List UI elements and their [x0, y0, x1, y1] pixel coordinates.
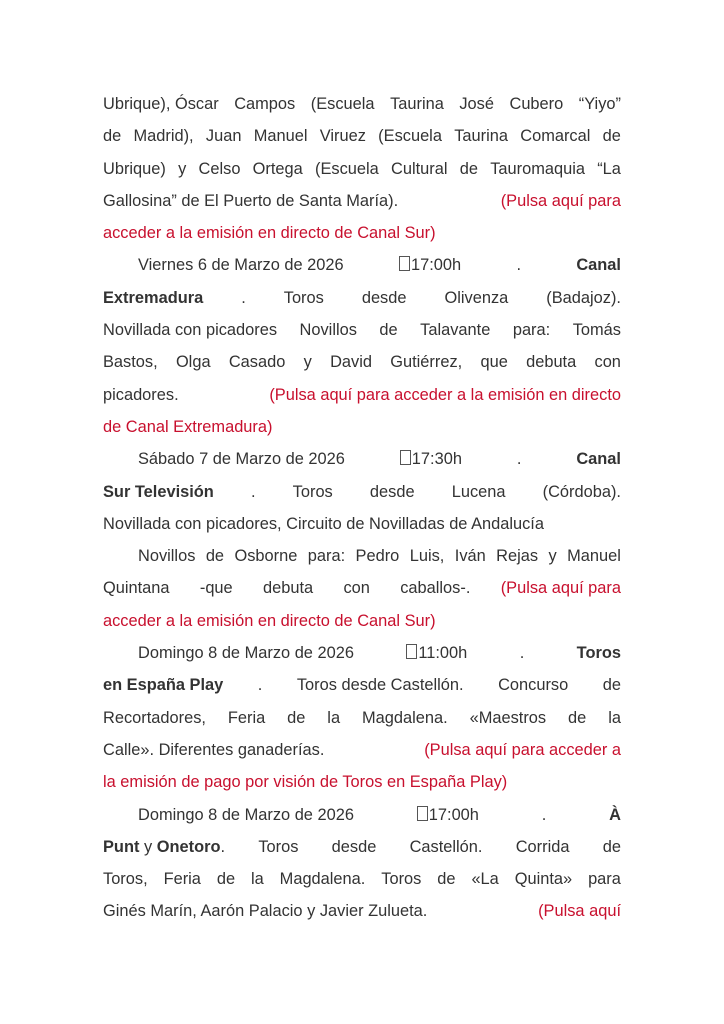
- channel-name: Sur Televisión: [103, 482, 214, 501]
- event-2-line-6: [103, 605, 621, 637]
- text: Feria: [163, 870, 201, 889]
- text: David: [330, 353, 372, 372]
- text: y: [178, 159, 187, 178]
- text: Luis,: [409, 547, 445, 566]
- text: Toros desde Castellón.: [296, 676, 464, 695]
- channel-name: en España Play: [103, 676, 224, 695]
- text: Feria: [227, 708, 266, 727]
- separator: .: [519, 644, 525, 663]
- text: “La: [597, 159, 621, 178]
- text: Osborne: [234, 547, 298, 566]
- intro-line-2: [103, 120, 621, 152]
- text: la: [327, 708, 341, 727]
- text: “Yiyo”: [578, 95, 621, 113]
- event-1-line-3: [103, 314, 621, 346]
- event-1-line-4: [103, 346, 621, 378]
- text: Gallosina” de El Puerto de Santa María).: [103, 191, 399, 210]
- event-4-heading: [103, 799, 621, 831]
- text: de: [437, 870, 456, 889]
- text: Quintana: [103, 579, 170, 598]
- event-4-line-3: [103, 863, 621, 895]
- time-value: 17:30h: [411, 450, 462, 469]
- event-2-line-2: Sur Televisión . Toros desde Lucena (Córdoba).: [103, 476, 621, 508]
- event-2-heading: [103, 443, 621, 475]
- text: de: [216, 870, 236, 889]
- event-1-line-5: [103, 379, 621, 411]
- text: Tomás: [572, 321, 621, 340]
- text: Manuel: [253, 127, 308, 146]
- intro-line-5: [103, 217, 621, 249]
- event-4-line-4: [103, 895, 621, 927]
- separator: .: [516, 256, 521, 275]
- a-punt-onetoro-link[interactable]: (Pulsa aquí: [538, 902, 621, 921]
- text: Toros: [283, 288, 324, 307]
- text: Campos: [234, 95, 296, 113]
- text: Cubero: [509, 95, 564, 113]
- text: (Escuela: [310, 95, 375, 113]
- text: desde: [331, 837, 377, 856]
- text: y: [143, 837, 153, 856]
- text: (Córdoba).: [542, 482, 621, 501]
- text: Toros: [292, 482, 333, 501]
- text: caballos-.: [400, 579, 471, 598]
- text: de: [602, 676, 621, 695]
- channel-name: Onetoro: [156, 837, 221, 856]
- text: (Escuela: [315, 159, 379, 178]
- event-2-line-3: [103, 508, 621, 540]
- clock-icon: [417, 806, 428, 821]
- clock-icon: [400, 450, 411, 465]
- event-date: Domingo 8 de Marzo de 2026: [138, 805, 354, 824]
- time-value: 11:00h: [418, 644, 468, 663]
- event-date: Sábado 7 de Marzo de 2026: [138, 450, 345, 469]
- canal-sur-link[interactable]: acceder a la emisión en directo de Canal Sur): [103, 611, 436, 630]
- event-1-line-2: Extremadura . Toros desde Olivenza (Badajoz).: [103, 282, 621, 314]
- text: Novillos: [299, 321, 357, 340]
- intro-line-4: [103, 185, 621, 217]
- text: con: [594, 353, 621, 372]
- text: (Badajoz).: [546, 288, 621, 307]
- text: Ginés Marín, Aarón Palacio y Javier Zulueta.: [103, 902, 428, 921]
- canal-sur-link[interactable]: (Pulsa aquí para: [500, 191, 621, 210]
- time-value: 17:00h: [428, 805, 479, 824]
- event-3-line-4: [103, 734, 621, 766]
- canal-sur-link[interactable]: (Pulsa aquí para: [500, 579, 621, 598]
- text: «Maestros: [469, 708, 547, 727]
- event-time: [400, 443, 462, 475]
- text: Ortega: [252, 159, 303, 178]
- event-2-line-5: [103, 572, 621, 604]
- channel-name: Extremadura: [103, 288, 204, 307]
- text: de: [602, 127, 621, 146]
- event-type: Novillada con picadores, Circuito de Novilladas de Andalucía: [103, 514, 544, 533]
- event-2-line-4: [103, 540, 621, 572]
- text: Casado: [228, 353, 286, 372]
- text: Novillos: [138, 547, 196, 566]
- text: -que: [199, 579, 233, 598]
- text: Corrida: [515, 837, 570, 856]
- text: Calle». Diferentes ganaderías.: [103, 740, 325, 759]
- text: Talavante: [420, 321, 491, 340]
- event-3-line-3: [103, 702, 621, 734]
- text: debuta: [526, 353, 577, 372]
- event-type: Novillada con picadores: [103, 321, 278, 340]
- text: Rejas: [496, 547, 539, 566]
- event-time: [417, 799, 479, 831]
- text: Iván: [454, 547, 486, 566]
- intro-line-3: [103, 153, 621, 185]
- canal-extremadura-link[interactable]: (Pulsa aquí para acceder a la emisión en directo: [269, 385, 621, 404]
- text: Viruez: [319, 127, 366, 146]
- event-1-heading: [103, 249, 621, 281]
- text: Lucena: [451, 482, 506, 501]
- text: de: [103, 127, 122, 146]
- text: Concurso: [498, 676, 569, 695]
- text: Taurina: [454, 127, 508, 146]
- text: la: [608, 708, 621, 727]
- text: Toros: [381, 870, 422, 889]
- channel-name: Canal: [576, 450, 621, 469]
- text: de: [602, 837, 621, 856]
- text: Toros: [258, 837, 299, 856]
- canal-extremadura-link[interactable]: de Canal Extremadura): [103, 417, 273, 436]
- text: Magdalena.: [279, 870, 366, 889]
- text: de: [287, 708, 306, 727]
- text: Quinta»: [514, 870, 573, 889]
- channel-name: Toros: [576, 644, 621, 663]
- text: Comarcal: [520, 127, 591, 146]
- text: de: [459, 159, 478, 178]
- channel-name: Punt: [103, 837, 140, 856]
- event-3-line-2: en España Play . Toros desde Castellón. Concurso de: [103, 669, 621, 701]
- text: debuta: [263, 579, 314, 598]
- clock-icon: [406, 644, 417, 659]
- text: de: [379, 321, 398, 340]
- text: picadores.: [103, 385, 179, 404]
- text: Olivenza: [444, 288, 509, 307]
- text: «La: [471, 870, 499, 889]
- text: José: [459, 95, 494, 113]
- text: Ubrique): [103, 159, 166, 178]
- text: Magdalena.: [361, 708, 448, 727]
- event-date: Domingo 8 de Marzo de 2026: [138, 644, 354, 663]
- text: desde: [361, 288, 407, 307]
- intro-line-1: [103, 88, 621, 120]
- text: Gutiérrez,: [390, 353, 463, 372]
- text: (Escuela: [378, 127, 442, 146]
- channel-name: À: [609, 805, 621, 824]
- toros-en-espana-play-link[interactable]: la emisión de pago por visión de Toros en España Play): [103, 773, 508, 792]
- text: para: [588, 870, 621, 889]
- text: Celso: [198, 159, 241, 178]
- text: Cultural: [391, 159, 448, 178]
- canal-sur-link[interactable]: acceder a la emisión en directo de Canal Sur): [103, 224, 436, 243]
- event-3-line-5: [103, 766, 621, 798]
- text: que: [480, 353, 508, 372]
- event-1-line-6: [103, 411, 621, 443]
- event-3-heading: [103, 637, 621, 669]
- separator: .: [516, 450, 522, 469]
- text: Juan: [205, 127, 242, 146]
- text: Toros,: [103, 870, 148, 889]
- separator: .: [541, 805, 547, 824]
- toros-en-espana-play-link[interactable]: (Pulsa aquí para acceder a: [424, 740, 621, 759]
- event-time: [406, 637, 467, 669]
- text: Olga: [175, 353, 211, 372]
- text: de: [568, 708, 587, 727]
- text: desde: [369, 482, 415, 501]
- text: para:: [512, 321, 551, 340]
- text: Ubrique), Óscar: [103, 95, 219, 113]
- text: la: [250, 870, 264, 889]
- text: con: [343, 579, 370, 598]
- event-date: Viernes 6 de Marzo de 2026: [138, 256, 344, 275]
- text: Recortadores,: [103, 708, 206, 727]
- text: Madrid),: [133, 127, 194, 146]
- text: y: [548, 547, 557, 566]
- text: Bastos,: [103, 353, 158, 372]
- time-value: 17:00h: [410, 256, 462, 275]
- channel-name: Canal: [576, 256, 621, 275]
- text: Castellón.: [409, 837, 483, 856]
- text: Tauromaquia: [490, 159, 585, 178]
- text: y: [303, 353, 312, 372]
- document-page: [103, 88, 621, 928]
- event-time: [399, 249, 461, 281]
- text: para:: [307, 547, 346, 566]
- clock-icon: [399, 256, 410, 271]
- text: Manuel: [567, 547, 621, 566]
- text: Pedro: [355, 547, 400, 566]
- text: Taurina: [390, 95, 444, 113]
- event-4-line-2: Punt y Onetoro. Toros desde Castellón. Corrida de: [103, 831, 621, 863]
- text: de: [205, 547, 225, 566]
